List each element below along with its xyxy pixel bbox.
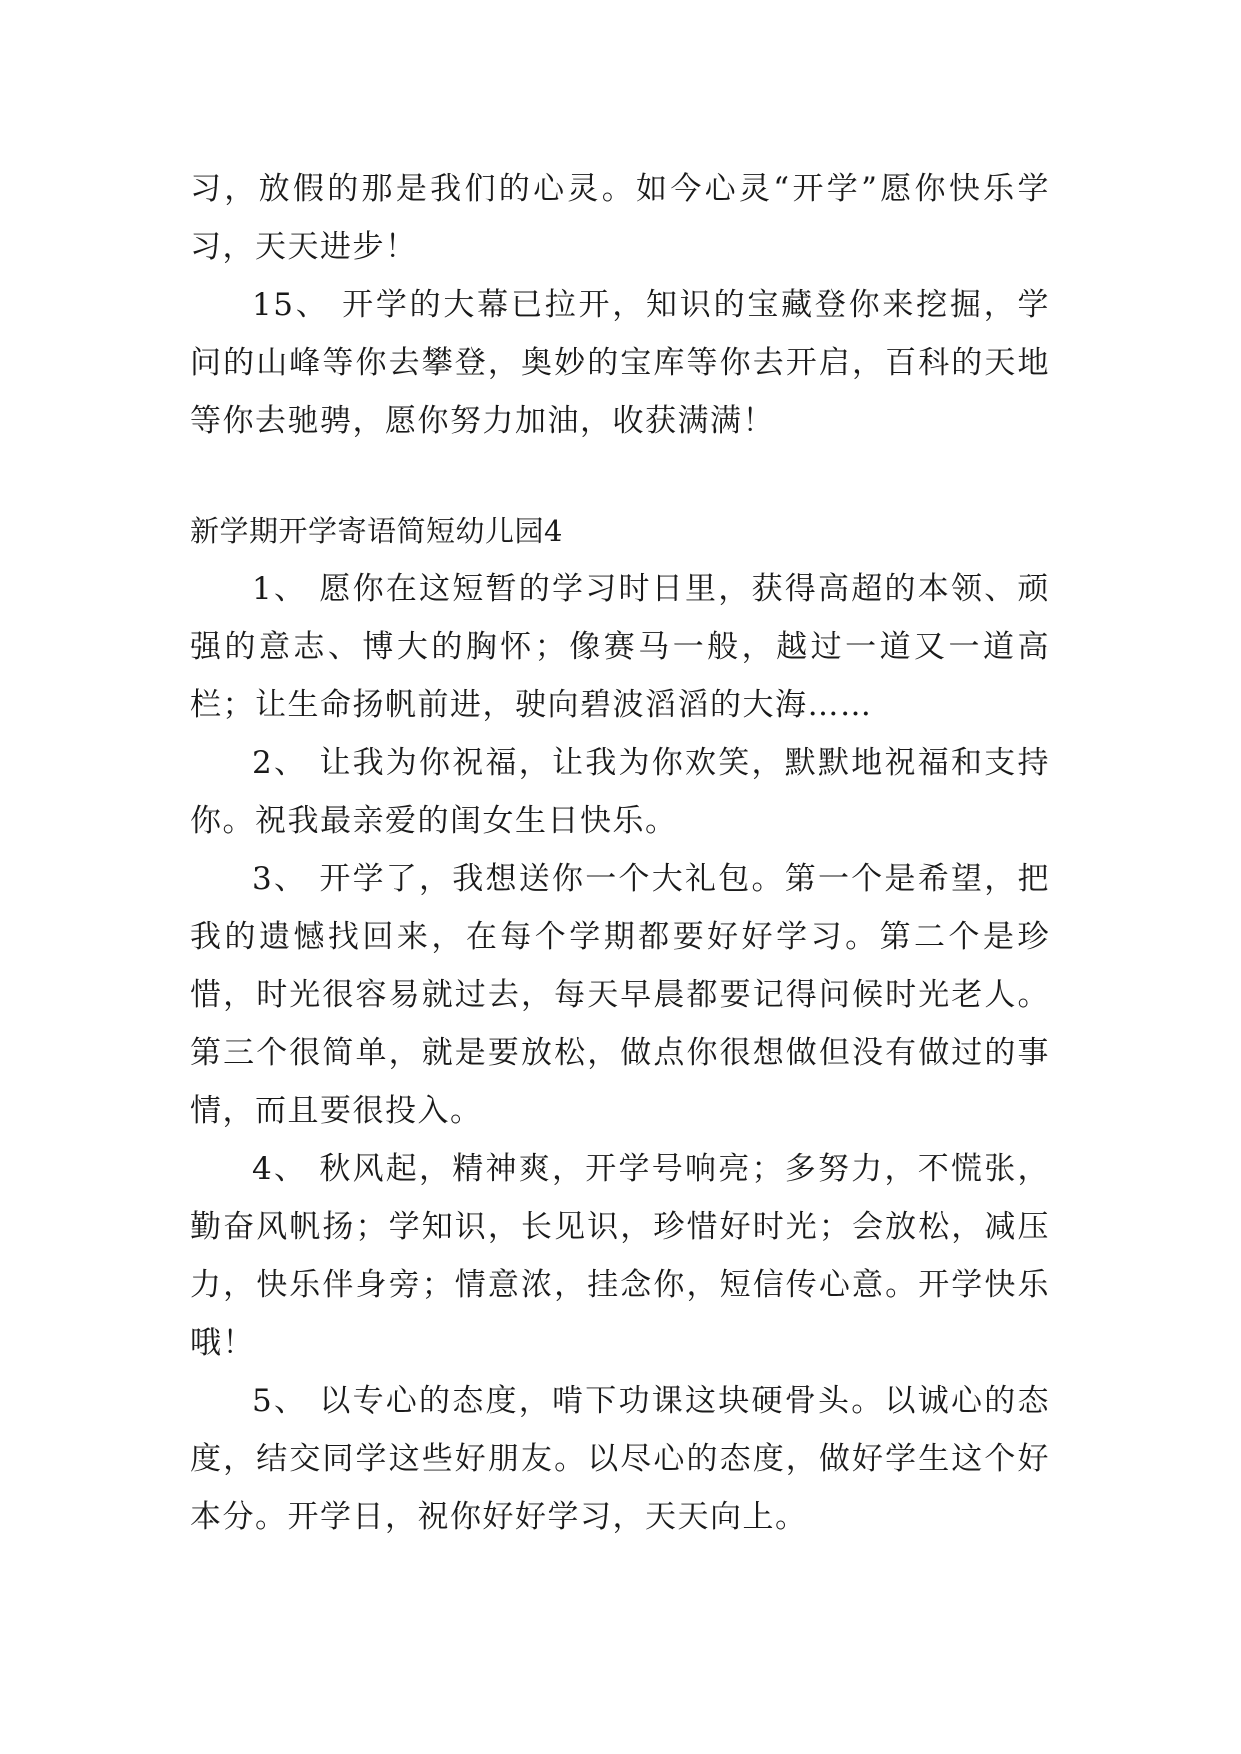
section-spacer — [190, 450, 1050, 502]
document-body — [190, 160, 1050, 1546]
list-item-5: 5、 以专心的态度，啃下功课这块硬骨头。以诚心的态度，结交同学这些好朋友。以尽心的态度，做好学生这个好本分。开学日，祝你好好学习，天天向上。 — [190, 1383, 1050, 1535]
section-title: 新学期开学寄语简短幼儿园4 — [190, 514, 563, 548]
list-item-2: 2、 让我为你祝福，让我为你欢笑，默默地祝福和支持你。祝我最亲爱的闺女生日快乐。 — [190, 745, 1050, 839]
continuation-paragraph: 习，放假的那是我们的心灵。如今心灵“开学”愿你快乐学习，天天进步！ — [190, 171, 1050, 265]
list-item-4: 4、 秋风起，精神爽，开学号响亮；多努力，不慌张，勤奋风帆扬；学知识，长见识，珍惜好时光；会放松，减压力，快乐伴身旁；情意浓，挂念你，短信传心意。开学快乐哦！ — [190, 1151, 1050, 1361]
list-item-3: 3、 开学了，我想送你一个大礼包。第一个是希望，把我的遗憾找回来，在每个学期都要好好学习。第二个是珍惜，时光很容易就过去，每天早晨都要记得问候时光老人。第三个很简单，就是要放松，做点你很想做但没有做过的事情，而且要很投入。 — [190, 861, 1050, 1129]
list-item-15: 15、 开学的大幕已拉开，知识的宝藏登你来挖掘，学问的山峰等你去攀登，奥妙的宝库等你去开启，百科的天地等你去驰骋，愿你努力加油，收获满满！ — [190, 287, 1050, 439]
list-item-1: 1、 愿你在这短暂的学习时日里，获得高超的本领、顽强的意志、博大的胸怀；像赛马一般，越过一道又一道高栏；让生命扬帆前进，驶向碧波滔滔的大海…… — [190, 571, 1050, 723]
